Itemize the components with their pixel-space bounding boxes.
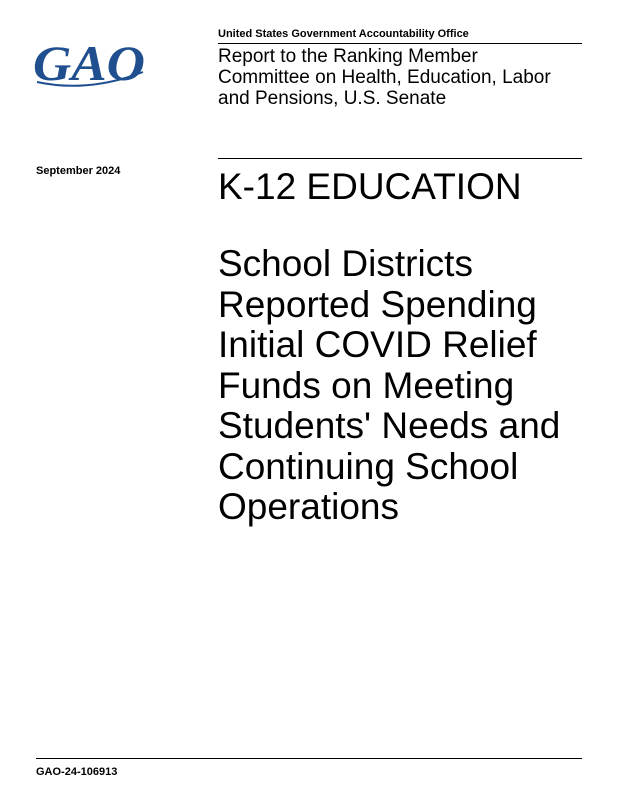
title-line: Operations: [218, 486, 399, 527]
report-number: GAO-24-106913: [36, 766, 118, 778]
title-line: Students' Needs and: [218, 405, 561, 446]
recipient-line: Committee on Health, Education, Labor: [218, 67, 551, 88]
title-line: Continuing School: [218, 445, 519, 487]
title-line: Initial COVID Relief: [218, 324, 537, 365]
report-date: September 2024: [36, 165, 121, 177]
recipient-line: Report to the Ranking Member: [218, 46, 478, 67]
title-line: Reported Spending: [218, 283, 537, 325]
recipient-line: and Pensions, U.S. Senate: [218, 88, 447, 109]
report-topic: K-12 EDUCATION: [218, 166, 522, 207]
agency-name: United States Government Accountability Office: [218, 28, 469, 40]
title-line: Funds on Meeting: [218, 364, 515, 406]
title-rule: [218, 158, 582, 159]
header-rule: [218, 43, 582, 44]
footer-rule: [36, 758, 582, 759]
report-title: [218, 244, 598, 528]
gao-logo: [33, 38, 148, 90]
gao-logo-mark: [33, 38, 148, 90]
report-recipient: [218, 46, 588, 109]
gao-logo-text: GAO: [33, 38, 145, 90]
title-line: School Districts: [218, 243, 473, 284]
